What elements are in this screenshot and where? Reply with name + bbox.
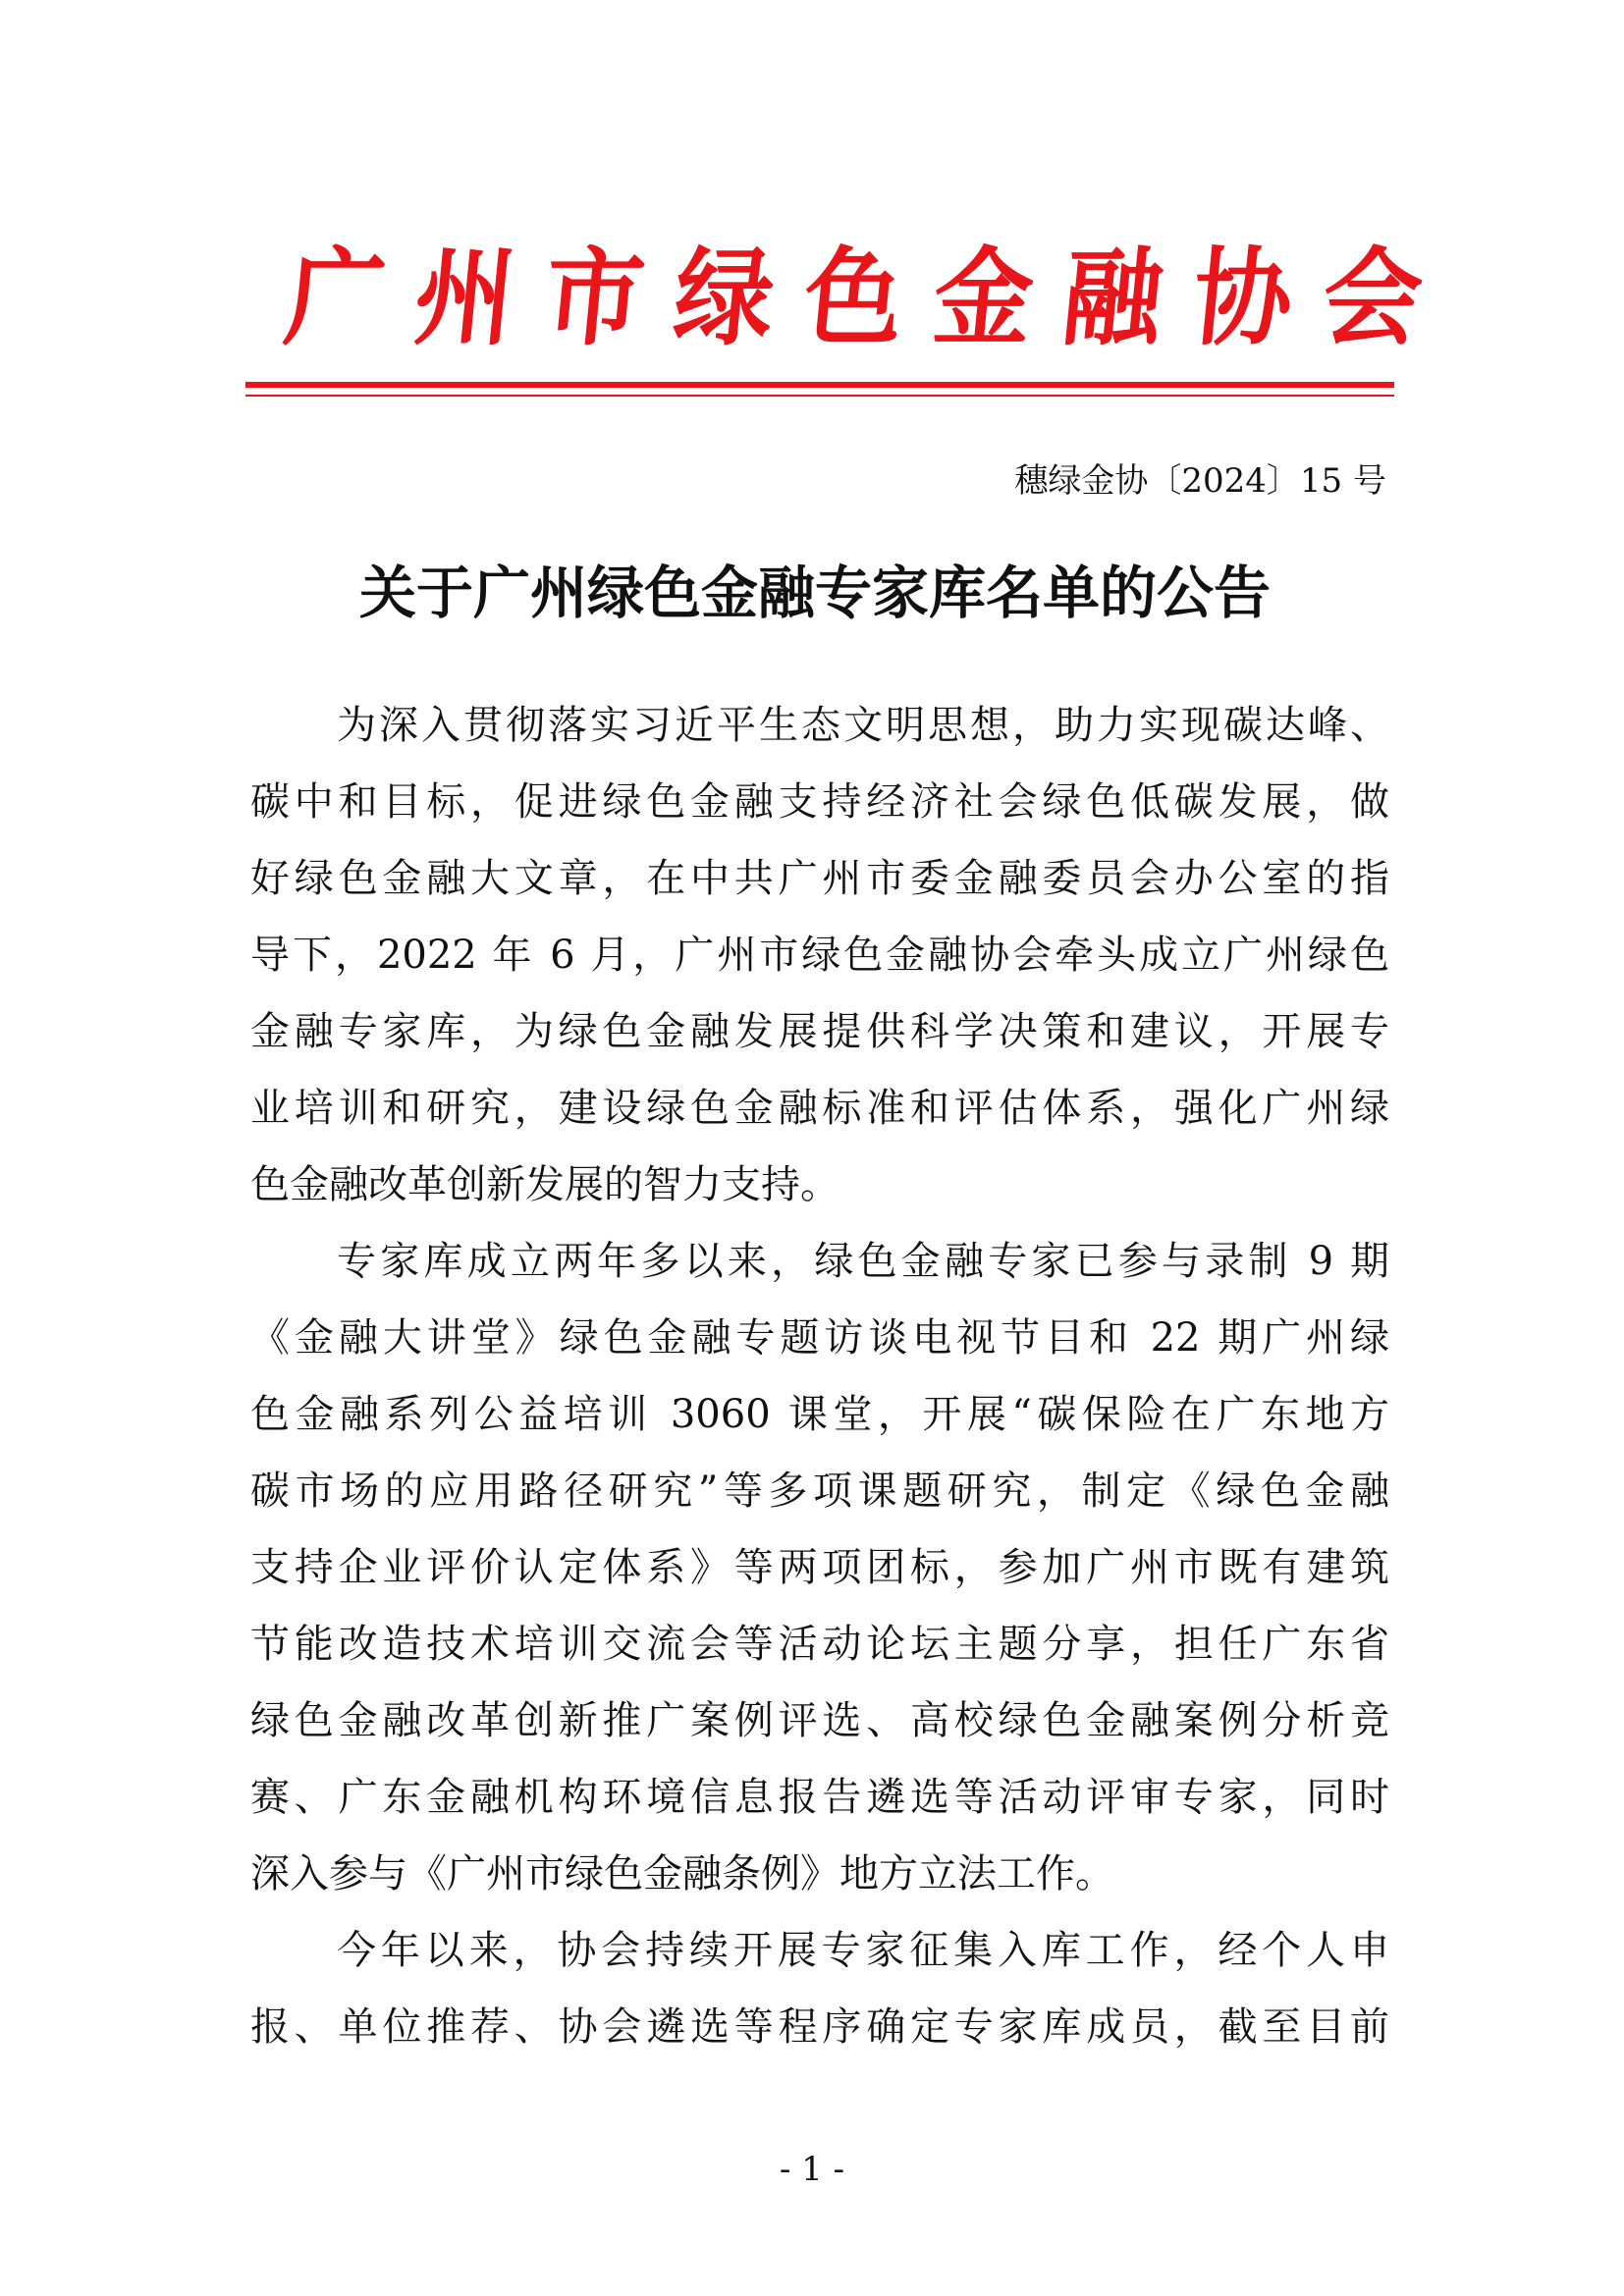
- text-line: 《金融大讲堂》绿色金融专题访谈电视节目和 22 期广州绿: [250, 1315, 1389, 1361]
- text-line: 金融专家库，为绿色金融发展提供科学决策和建议，开展专: [250, 1009, 1389, 1054]
- paragraph-2: [250, 1223, 1389, 1912]
- document-number: 穗绿金协〔2024〕15 号: [1014, 461, 1386, 501]
- text-line: 碳中和目标，促进绿色金融支持经济社会绿色低碳发展，做: [250, 779, 1389, 825]
- text-line: 业培训和研究，建设绿色金融标准和评估体系，强化广州绿: [250, 1086, 1389, 1131]
- text-line: 色金融改革创新发展的智力支持。: [250, 1162, 839, 1207]
- text-line: 为深入贯彻落实习近平生态文明思想，助力实现碳达峰、: [337, 703, 1389, 748]
- text-line: 好绿色金融大文章，在中共广州市委金融委员会办公室的指: [250, 856, 1389, 901]
- paragraph-3: [250, 1912, 1389, 2065]
- paragraph-1: [250, 687, 1389, 1223]
- header-divider-thin: [245, 395, 1394, 397]
- text-line: 专家库成立两年多以来，绿色金融专家已参与录制 9 期: [337, 1239, 1389, 1284]
- header-divider-thick: [245, 382, 1394, 388]
- text-line: 今年以来，协会持续开展专家征集入库工作，经个人申: [337, 1928, 1389, 1973]
- text-line: 报、单位推荐、协会遴选等程序确定专家库成员，截至目前: [250, 2004, 1389, 2050]
- text-line: 赛、广东金融机构环境信息报告遴选等活动评审专家，同时: [250, 1775, 1389, 1820]
- text-line: 色金融系列公益培训 3060 课堂，开展“碳保险在广东地方: [250, 1392, 1389, 1437]
- text-line: 节能改造技术培训交流会等活动论坛主题分享，担任广东省: [250, 1622, 1389, 1667]
- text-line: 深入参与《广州市绿色金融条例》地方立法工作。: [250, 1851, 1114, 1896]
- organization-header: 广州市绿色金融协会: [279, 238, 1459, 360]
- document-body: [250, 687, 1389, 2065]
- text-line: 支持企业评价认定体系》等两项团标，参加广州市既有建筑: [250, 1545, 1389, 1590]
- text-line: 导下，2022 年 6 月，广州市绿色金融协会牵头成立广州绿色: [250, 933, 1389, 978]
- page-number: - 1 -: [779, 2150, 845, 2189]
- text-line: 碳市场的应用路径研究”等多项课题研究，制定《绿色金融: [250, 1468, 1389, 1514]
- document-title: 关于广州绿色金融专家库名单的公告: [358, 560, 1271, 626]
- text-line: 绿色金融改革创新推广案例评选、高校绿色金融案例分析竞: [250, 1698, 1389, 1743]
